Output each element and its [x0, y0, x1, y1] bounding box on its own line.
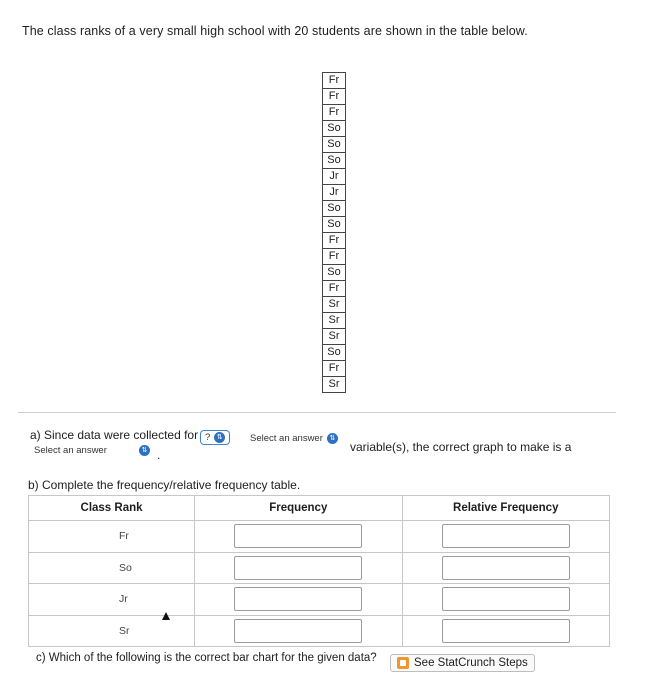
class-rank-label: Jr [29, 584, 195, 616]
rank-cell: Fr [323, 89, 346, 105]
header-frequency: Frequency [195, 496, 402, 521]
part-a-prefix: a) Since data were collected for [30, 428, 199, 442]
rank-row [323, 137, 346, 153]
variable-type-select-value: Select an answer [250, 433, 323, 444]
graph-type-select[interactable] [30, 444, 154, 457]
relative-frequency-input[interactable] [442, 619, 570, 643]
chevron-updown-icon: ⇅ [139, 445, 150, 456]
header-relative-frequency: Relative Frequency [402, 496, 609, 521]
rank-row [323, 281, 346, 297]
relative-frequency-input[interactable] [442, 524, 570, 548]
class-rank-label: So [29, 552, 195, 584]
frequency-input[interactable] [234, 524, 362, 548]
rank-cell: Jr [323, 169, 346, 185]
rank-row [323, 361, 346, 377]
rank-cell: Fr [323, 233, 346, 249]
frequency-input[interactable] [234, 556, 362, 580]
rank-row [323, 249, 346, 265]
rank-cell: So [323, 121, 346, 137]
divider [18, 412, 616, 413]
rank-row [323, 169, 346, 185]
frequency-input[interactable] [234, 587, 362, 611]
statcrunch-icon [397, 657, 409, 669]
rank-row [323, 233, 346, 249]
rank-cell: Fr [323, 105, 346, 121]
rank-cell: Sr [323, 377, 346, 393]
part-a-period: . [157, 448, 161, 462]
question-intro: The class ranks of a very small high school with 20 students are shown in the table below. [22, 24, 528, 38]
rank-cell: Fr [323, 249, 346, 265]
rank-row [323, 377, 346, 393]
variable-count-select-value: ? [205, 432, 211, 443]
frequency-input[interactable] [234, 619, 362, 643]
rank-cell: Fr [323, 281, 346, 297]
rank-cell: So [323, 265, 346, 281]
chevron-updown-icon: ⇅ [327, 433, 338, 444]
relative-frequency-input-cell [402, 584, 609, 616]
class-rank-label: Sr [29, 615, 195, 647]
rank-cell: Sr [323, 329, 346, 345]
rank-cell: Sr [323, 313, 346, 329]
frequency-row [29, 521, 610, 553]
frequency-input-cell [195, 552, 402, 584]
graph-type-select-value: Select an answer [34, 445, 107, 456]
rank-row [323, 73, 346, 89]
relative-frequency-input-cell [402, 615, 609, 647]
variable-count-select[interactable] [200, 430, 230, 445]
frequency-table [28, 495, 610, 647]
part-c-label: c) Which of the following is the correct bar chart for the given data? [36, 652, 377, 664]
rank-cell: Sr [323, 297, 346, 313]
frequency-row [29, 584, 610, 616]
statcrunch-steps-button[interactable] [390, 654, 535, 672]
class-rank-data-table [322, 72, 346, 393]
relative-frequency-input[interactable] [442, 556, 570, 580]
rank-cell: So [323, 137, 346, 153]
rank-row [323, 329, 346, 345]
frequency-input-cell [195, 521, 402, 553]
rank-row [323, 201, 346, 217]
frequency-input-cell [195, 615, 402, 647]
rank-cell: So [323, 153, 346, 169]
rank-row [323, 313, 346, 329]
frequency-row [29, 615, 610, 647]
part-a-suffix: variable(s), the correct graph to make is a [350, 440, 572, 454]
header-class-rank: Class Rank [29, 496, 195, 521]
class-rank-label: Fr [29, 521, 195, 553]
rank-row [323, 345, 346, 361]
rank-cell: So [323, 345, 346, 361]
mouse-cursor-icon [162, 612, 170, 620]
frequency-row [29, 552, 610, 584]
rank-row [323, 105, 346, 121]
rank-row [323, 265, 346, 281]
rank-cell: Jr [323, 185, 346, 201]
relative-frequency-input-cell [402, 521, 609, 553]
rank-row [323, 297, 346, 313]
chevron-updown-icon: ⇅ [214, 432, 225, 443]
rank-row [323, 121, 346, 137]
relative-frequency-input[interactable] [442, 587, 570, 611]
frequency-input-cell [195, 584, 402, 616]
rank-row [323, 185, 346, 201]
part-b-label: b) Complete the frequency/relative frequency table. [28, 478, 301, 492]
rank-row [323, 89, 346, 105]
rank-cell: So [323, 217, 346, 233]
statcrunch-steps-label: See StatCrunch Steps [414, 657, 528, 669]
relative-frequency-input-cell [402, 552, 609, 584]
rank-cell: So [323, 201, 346, 217]
rank-cell: Fr [323, 361, 346, 377]
variable-type-select[interactable] [246, 432, 342, 445]
rank-row [323, 153, 346, 169]
rank-row [323, 217, 346, 233]
rank-cell: Fr [323, 73, 346, 89]
